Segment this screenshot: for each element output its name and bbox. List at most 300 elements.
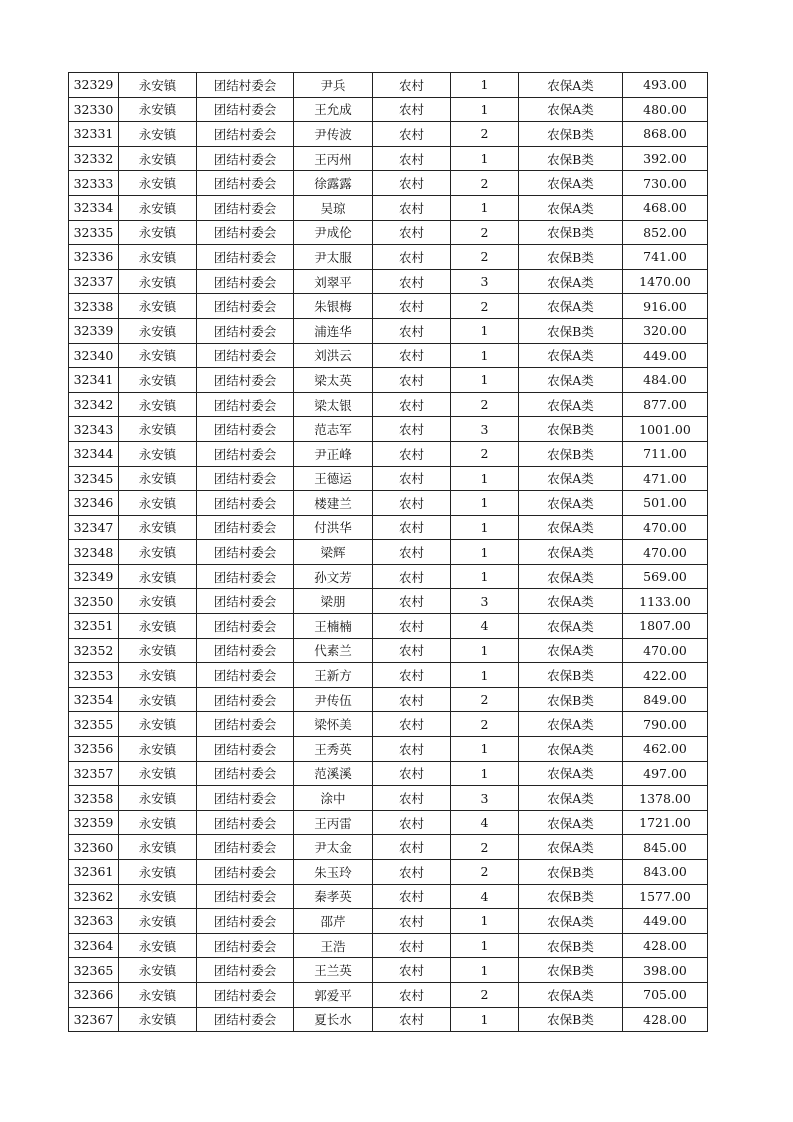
town-cell: 永安镇: [119, 73, 197, 98]
table-row: [69, 663, 708, 688]
village-committee-cell: 团结村委会: [197, 220, 294, 245]
household-size-cell: 1: [451, 146, 519, 171]
insurance-category-cell: 农保A类: [519, 491, 623, 516]
insurance-category-cell: 农保B类: [519, 884, 623, 909]
table-row: [69, 392, 708, 417]
record-id-cell: 32346: [69, 491, 119, 516]
household-type-cell: 农村: [373, 810, 451, 835]
town-cell: 永安镇: [119, 515, 197, 540]
amount-cell: 398.00: [623, 958, 708, 983]
village-committee-cell: 团结村委会: [197, 195, 294, 220]
household-type-cell: 农村: [373, 122, 451, 147]
household-size-cell: 1: [451, 638, 519, 663]
household-size-cell: 1: [451, 466, 519, 491]
household-size-cell: 1: [451, 663, 519, 688]
village-committee-cell: 团结村委会: [197, 1007, 294, 1032]
insurance-category-cell: 农保A类: [519, 564, 623, 589]
person-name-cell: 朱玉玲: [294, 860, 373, 885]
village-committee-cell: 团结村委会: [197, 466, 294, 491]
amount-cell: 1807.00: [623, 614, 708, 639]
person-name-cell: 尹传伍: [294, 687, 373, 712]
village-committee-cell: 团结村委会: [197, 860, 294, 885]
amount-cell: 877.00: [623, 392, 708, 417]
record-id-cell: 32348: [69, 540, 119, 565]
village-committee-cell: 团结村委会: [197, 810, 294, 835]
person-name-cell: 梁朋: [294, 589, 373, 614]
household-size-cell: 3: [451, 417, 519, 442]
insurance-category-cell: 农保A类: [519, 97, 623, 122]
household-type-cell: 农村: [373, 368, 451, 393]
insurance-category-cell: 农保A类: [519, 737, 623, 762]
record-id-cell: 32335: [69, 220, 119, 245]
town-cell: 永安镇: [119, 982, 197, 1007]
household-size-cell: 2: [451, 171, 519, 196]
village-committee-cell: 团结村委会: [197, 663, 294, 688]
person-name-cell: 王秀英: [294, 737, 373, 762]
household-type-cell: 农村: [373, 614, 451, 639]
table-row: [69, 958, 708, 983]
record-id-cell: 32362: [69, 884, 119, 909]
insurance-category-cell: 农保A类: [519, 368, 623, 393]
household-type-cell: 农村: [373, 712, 451, 737]
household-type-cell: 农村: [373, 958, 451, 983]
insurance-category-cell: 农保A类: [519, 589, 623, 614]
household-size-cell: 1: [451, 73, 519, 98]
person-name-cell: 邵芹: [294, 909, 373, 934]
record-id-cell: 32353: [69, 663, 119, 688]
table-row: [69, 122, 708, 147]
table-row: [69, 515, 708, 540]
table-row: [69, 368, 708, 393]
town-cell: 永安镇: [119, 146, 197, 171]
household-size-cell: 2: [451, 392, 519, 417]
person-name-cell: 王丙州: [294, 146, 373, 171]
village-committee-cell: 团结村委会: [197, 73, 294, 98]
amount-cell: 471.00: [623, 466, 708, 491]
household-size-cell: 2: [451, 441, 519, 466]
insurance-category-cell: 农保B类: [519, 146, 623, 171]
village-committee-cell: 团结村委会: [197, 343, 294, 368]
village-committee-cell: 团结村委会: [197, 614, 294, 639]
table-row: [69, 589, 708, 614]
person-name-cell: 王楠楠: [294, 614, 373, 639]
insurance-category-cell: 农保A类: [519, 712, 623, 737]
insurance-category-cell: 农保B类: [519, 687, 623, 712]
household-size-cell: 1: [451, 318, 519, 343]
table-row: [69, 687, 708, 712]
record-id-cell: 32366: [69, 982, 119, 1007]
household-size-cell: 2: [451, 122, 519, 147]
table-row: [69, 860, 708, 885]
household-size-cell: 1: [451, 97, 519, 122]
village-committee-cell: 团结村委会: [197, 245, 294, 270]
person-name-cell: 梁太银: [294, 392, 373, 417]
amount-cell: 1721.00: [623, 810, 708, 835]
person-name-cell: 范溪溪: [294, 761, 373, 786]
record-id-cell: 32334: [69, 195, 119, 220]
village-committee-cell: 团结村委会: [197, 441, 294, 466]
household-size-cell: 2: [451, 835, 519, 860]
record-id-cell: 32354: [69, 687, 119, 712]
record-id-cell: 32340: [69, 343, 119, 368]
table-row: [69, 761, 708, 786]
insurance-category-cell: 农保A类: [519, 786, 623, 811]
town-cell: 永安镇: [119, 712, 197, 737]
person-name-cell: 尹兵: [294, 73, 373, 98]
insurance-category-cell: 农保A类: [519, 466, 623, 491]
table-row: [69, 564, 708, 589]
town-cell: 永安镇: [119, 860, 197, 885]
table-row: [69, 220, 708, 245]
household-type-cell: 农村: [373, 97, 451, 122]
household-size-cell: 1: [451, 909, 519, 934]
insurance-category-cell: 农保A类: [519, 909, 623, 934]
household-size-cell: 4: [451, 810, 519, 835]
record-id-cell: 32337: [69, 269, 119, 294]
insurance-category-cell: 农保A类: [519, 171, 623, 196]
household-size-cell: 2: [451, 712, 519, 737]
record-id-cell: 32329: [69, 73, 119, 98]
household-type-cell: 农村: [373, 589, 451, 614]
village-committee-cell: 团结村委会: [197, 933, 294, 958]
amount-cell: 392.00: [623, 146, 708, 171]
record-id-cell: 32364: [69, 933, 119, 958]
record-id-cell: 32331: [69, 122, 119, 147]
household-size-cell: 1: [451, 195, 519, 220]
person-name-cell: 付洪华: [294, 515, 373, 540]
person-name-cell: 王浩: [294, 933, 373, 958]
town-cell: 永安镇: [119, 638, 197, 663]
person-name-cell: 范志军: [294, 417, 373, 442]
household-type-cell: 农村: [373, 343, 451, 368]
village-committee-cell: 团结村委会: [197, 761, 294, 786]
household-size-cell: 2: [451, 245, 519, 270]
household-size-cell: 1: [451, 368, 519, 393]
household-type-cell: 农村: [373, 687, 451, 712]
household-type-cell: 农村: [373, 466, 451, 491]
town-cell: 永安镇: [119, 294, 197, 319]
town-cell: 永安镇: [119, 835, 197, 860]
person-name-cell: 郭爱平: [294, 982, 373, 1007]
household-type-cell: 农村: [373, 441, 451, 466]
household-type-cell: 农村: [373, 146, 451, 171]
record-id-cell: 32361: [69, 860, 119, 885]
table-body: [69, 73, 708, 1032]
town-cell: 永安镇: [119, 171, 197, 196]
insurance-category-cell: 农保B类: [519, 318, 623, 343]
amount-cell: 493.00: [623, 73, 708, 98]
village-committee-cell: 团结村委会: [197, 171, 294, 196]
household-size-cell: 2: [451, 220, 519, 245]
person-name-cell: 王丙雷: [294, 810, 373, 835]
person-name-cell: 梁太英: [294, 368, 373, 393]
village-committee-cell: 团结村委会: [197, 982, 294, 1007]
amount-cell: 1378.00: [623, 786, 708, 811]
household-size-cell: 1: [451, 761, 519, 786]
record-id-cell: 32345: [69, 466, 119, 491]
village-committee-cell: 团结村委会: [197, 269, 294, 294]
table-row: [69, 810, 708, 835]
household-size-cell: 1: [451, 1007, 519, 1032]
person-name-cell: 刘洪云: [294, 343, 373, 368]
person-name-cell: 梁怀美: [294, 712, 373, 737]
insurance-category-cell: 农保B类: [519, 860, 623, 885]
insurance-category-cell: 农保B类: [519, 441, 623, 466]
insurance-category-cell: 农保A类: [519, 982, 623, 1007]
town-cell: 永安镇: [119, 909, 197, 934]
person-name-cell: 秦孝英: [294, 884, 373, 909]
village-committee-cell: 团结村委会: [197, 392, 294, 417]
household-type-cell: 农村: [373, 982, 451, 1007]
town-cell: 永安镇: [119, 122, 197, 147]
household-type-cell: 农村: [373, 417, 451, 442]
village-committee-cell: 团结村委会: [197, 712, 294, 737]
insurance-category-cell: 农保B类: [519, 245, 623, 270]
person-name-cell: 王允成: [294, 97, 373, 122]
town-cell: 永安镇: [119, 810, 197, 835]
person-name-cell: 尹成伦: [294, 220, 373, 245]
person-name-cell: 尹太金: [294, 835, 373, 860]
amount-cell: 422.00: [623, 663, 708, 688]
person-name-cell: 王兰英: [294, 958, 373, 983]
person-name-cell: 楼建兰: [294, 491, 373, 516]
table-row: [69, 909, 708, 934]
insurance-category-cell: 农保B类: [519, 663, 623, 688]
table-row: [69, 540, 708, 565]
person-name-cell: 尹传波: [294, 122, 373, 147]
insurance-category-cell: 农保A类: [519, 835, 623, 860]
table-row: [69, 737, 708, 762]
amount-cell: 428.00: [623, 1007, 708, 1032]
town-cell: 永安镇: [119, 417, 197, 442]
insurance-category-cell: 农保A类: [519, 294, 623, 319]
insurance-category-cell: 农保A类: [519, 392, 623, 417]
household-size-cell: 1: [451, 737, 519, 762]
record-id-cell: 32332: [69, 146, 119, 171]
village-committee-cell: 团结村委会: [197, 835, 294, 860]
record-id-cell: 32338: [69, 294, 119, 319]
record-id-cell: 32350: [69, 589, 119, 614]
household-type-cell: 农村: [373, 1007, 451, 1032]
insurance-category-cell: 农保A类: [519, 269, 623, 294]
record-id-cell: 32341: [69, 368, 119, 393]
insurance-category-cell: 农保B类: [519, 220, 623, 245]
village-committee-cell: 团结村委会: [197, 515, 294, 540]
amount-cell: 497.00: [623, 761, 708, 786]
household-type-cell: 农村: [373, 269, 451, 294]
village-committee-cell: 团结村委会: [197, 368, 294, 393]
record-id-cell: 32343: [69, 417, 119, 442]
town-cell: 永安镇: [119, 1007, 197, 1032]
person-name-cell: 尹太服: [294, 245, 373, 270]
table-row: [69, 318, 708, 343]
household-type-cell: 农村: [373, 564, 451, 589]
amount-cell: 470.00: [623, 540, 708, 565]
household-type-cell: 农村: [373, 860, 451, 885]
town-cell: 永安镇: [119, 343, 197, 368]
person-name-cell: 代素兰: [294, 638, 373, 663]
amount-cell: 849.00: [623, 687, 708, 712]
record-id-cell: 32360: [69, 835, 119, 860]
amount-cell: 1133.00: [623, 589, 708, 614]
town-cell: 永安镇: [119, 97, 197, 122]
amount-cell: 845.00: [623, 835, 708, 860]
amount-cell: 569.00: [623, 564, 708, 589]
table-row: [69, 245, 708, 270]
amount-cell: 711.00: [623, 441, 708, 466]
town-cell: 永安镇: [119, 589, 197, 614]
insurance-category-cell: 农保B类: [519, 933, 623, 958]
household-size-cell: 4: [451, 884, 519, 909]
town-cell: 永安镇: [119, 614, 197, 639]
record-id-cell: 32336: [69, 245, 119, 270]
household-type-cell: 农村: [373, 884, 451, 909]
amount-cell: 449.00: [623, 909, 708, 934]
record-id-cell: 32330: [69, 97, 119, 122]
town-cell: 永安镇: [119, 737, 197, 762]
person-name-cell: 夏长水: [294, 1007, 373, 1032]
town-cell: 永安镇: [119, 540, 197, 565]
table-row: [69, 73, 708, 98]
household-type-cell: 农村: [373, 909, 451, 934]
household-type-cell: 农村: [373, 245, 451, 270]
table-row: [69, 638, 708, 663]
household-type-cell: 农村: [373, 318, 451, 343]
record-id-cell: 32342: [69, 392, 119, 417]
table-row: [69, 195, 708, 220]
amount-cell: 501.00: [623, 491, 708, 516]
record-id-cell: 32349: [69, 564, 119, 589]
person-name-cell: 尹正峰: [294, 441, 373, 466]
table-row: [69, 982, 708, 1007]
record-id-cell: 32358: [69, 786, 119, 811]
insurance-category-cell: 农保B类: [519, 1007, 623, 1032]
household-type-cell: 农村: [373, 171, 451, 196]
amount-cell: 320.00: [623, 318, 708, 343]
household-size-cell: 1: [451, 515, 519, 540]
table-row: [69, 1007, 708, 1032]
insurance-category-cell: 农保A类: [519, 614, 623, 639]
town-cell: 永安镇: [119, 884, 197, 909]
amount-cell: 741.00: [623, 245, 708, 270]
village-committee-cell: 团结村委会: [197, 564, 294, 589]
village-committee-cell: 团结村委会: [197, 417, 294, 442]
household-size-cell: 1: [451, 491, 519, 516]
household-type-cell: 农村: [373, 294, 451, 319]
table-row: [69, 933, 708, 958]
town-cell: 永安镇: [119, 195, 197, 220]
household-size-cell: 1: [451, 343, 519, 368]
person-name-cell: 王德运: [294, 466, 373, 491]
amount-cell: 470.00: [623, 638, 708, 663]
table-row: [69, 97, 708, 122]
household-type-cell: 农村: [373, 220, 451, 245]
insurance-category-cell: 农保B类: [519, 958, 623, 983]
table-row: [69, 171, 708, 196]
town-cell: 永安镇: [119, 564, 197, 589]
record-id-cell: 32359: [69, 810, 119, 835]
insurance-category-cell: 农保A类: [519, 810, 623, 835]
town-cell: 永安镇: [119, 786, 197, 811]
subsidy-table: [68, 72, 708, 1032]
table-row: [69, 441, 708, 466]
town-cell: 永安镇: [119, 933, 197, 958]
table-row: [69, 786, 708, 811]
village-committee-cell: 团结村委会: [197, 884, 294, 909]
person-name-cell: 孙文芳: [294, 564, 373, 589]
record-id-cell: 32357: [69, 761, 119, 786]
village-committee-cell: 团结村委会: [197, 146, 294, 171]
table-row: [69, 614, 708, 639]
table-row: [69, 712, 708, 737]
household-type-cell: 农村: [373, 933, 451, 958]
household-size-cell: 2: [451, 860, 519, 885]
amount-cell: 1470.00: [623, 269, 708, 294]
household-type-cell: 农村: [373, 663, 451, 688]
amount-cell: 484.00: [623, 368, 708, 393]
town-cell: 永安镇: [119, 491, 197, 516]
table-row: [69, 835, 708, 860]
table-row: [69, 466, 708, 491]
table-row: [69, 343, 708, 368]
insurance-category-cell: 农保A类: [519, 540, 623, 565]
table-row: [69, 417, 708, 442]
household-type-cell: 农村: [373, 73, 451, 98]
household-type-cell: 农村: [373, 786, 451, 811]
household-size-cell: 2: [451, 982, 519, 1007]
amount-cell: 852.00: [623, 220, 708, 245]
amount-cell: 730.00: [623, 171, 708, 196]
village-committee-cell: 团结村委会: [197, 589, 294, 614]
record-id-cell: 32355: [69, 712, 119, 737]
village-committee-cell: 团结村委会: [197, 294, 294, 319]
amount-cell: 449.00: [623, 343, 708, 368]
town-cell: 永安镇: [119, 269, 197, 294]
table-row: [69, 146, 708, 171]
village-committee-cell: 团结村委会: [197, 97, 294, 122]
household-type-cell: 农村: [373, 195, 451, 220]
record-id-cell: 32365: [69, 958, 119, 983]
insurance-category-cell: 农保B类: [519, 122, 623, 147]
person-name-cell: 梁辉: [294, 540, 373, 565]
record-id-cell: 32356: [69, 737, 119, 762]
household-size-cell: 1: [451, 564, 519, 589]
amount-cell: 462.00: [623, 737, 708, 762]
amount-cell: 1577.00: [623, 884, 708, 909]
insurance-category-cell: 农保A类: [519, 515, 623, 540]
household-type-cell: 农村: [373, 737, 451, 762]
amount-cell: 790.00: [623, 712, 708, 737]
village-committee-cell: 团结村委会: [197, 318, 294, 343]
amount-cell: 705.00: [623, 982, 708, 1007]
village-committee-cell: 团结村委会: [197, 786, 294, 811]
record-id-cell: 32367: [69, 1007, 119, 1032]
village-committee-cell: 团结村委会: [197, 491, 294, 516]
household-size-cell: 2: [451, 294, 519, 319]
insurance-category-cell: 农保A类: [519, 195, 623, 220]
household-size-cell: 3: [451, 786, 519, 811]
amount-cell: 916.00: [623, 294, 708, 319]
amount-cell: 868.00: [623, 122, 708, 147]
person-name-cell: 刘翠平: [294, 269, 373, 294]
record-id-cell: 32347: [69, 515, 119, 540]
town-cell: 永安镇: [119, 318, 197, 343]
amount-cell: 470.00: [623, 515, 708, 540]
insurance-category-cell: 农保A类: [519, 343, 623, 368]
person-name-cell: 吴琼: [294, 195, 373, 220]
village-committee-cell: 团结村委会: [197, 687, 294, 712]
person-name-cell: 王新方: [294, 663, 373, 688]
